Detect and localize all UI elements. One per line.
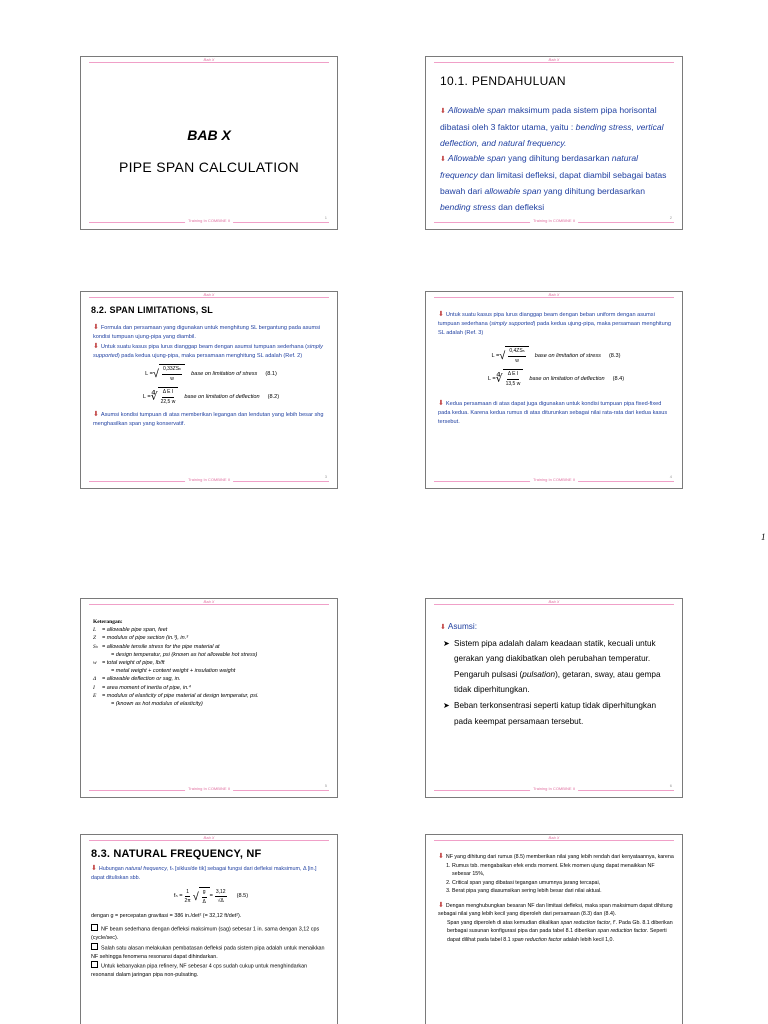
keterangan-list <box>93 626 331 708</box>
list-item <box>443 636 674 698</box>
arrow-icon: ➤ <box>443 700 450 710</box>
slide-body <box>91 865 331 980</box>
checkbox-icon <box>91 961 98 968</box>
equation-8-5 <box>91 887 331 906</box>
eq-number: (8.4) <box>612 375 625 382</box>
reason-list <box>438 862 674 896</box>
slide-number: 2 <box>669 215 672 220</box>
sqrt-sign: ∜ $\frac{\text{Δ E I}}{22,5 w}$ <box>151 387 179 407</box>
text-span: Span yang diperoleh di atas kemudian dikalikan <box>447 919 561 926</box>
bullet-icon: ⬇ <box>93 411 99 418</box>
keterangan-row <box>93 684 331 692</box>
keterangan-row <box>93 667 331 675</box>
text-span: Formula dan persamaan yang digunakan untuk menghitung SL bergantung pada asumsi kondisi tumpuan ujung-pipa yang diambil. <box>93 325 321 340</box>
slide-header-text: Bab X <box>546 835 563 840</box>
slide-pendahuluan <box>425 56 683 230</box>
slide-header-line <box>434 292 674 298</box>
slide-footer-line <box>89 215 329 223</box>
slide-footer-text: Training In COMBINE II <box>185 477 233 482</box>
text-span: maksimum pada sistem pipa horisontal dibatasi oleh 3 faktor utama, yaitu : <box>440 105 657 132</box>
slide-body <box>438 853 674 944</box>
eq-equals: = <box>209 893 213 900</box>
slide-number: 5 <box>324 783 327 788</box>
keterangan-row <box>93 643 331 651</box>
keterangan-heading: Keterangan: <box>93 619 123 625</box>
slide-footer-text: Training In COMBINE II <box>185 218 233 223</box>
text-span: adalah lebih kecil 1,0. <box>561 936 614 943</box>
text-span: Allowable span <box>447 153 506 164</box>
bullet-icon: ⬇ <box>440 108 446 115</box>
symbol: I <box>93 684 95 691</box>
bullet-icon: ⬇ <box>438 901 444 909</box>
slide-footer-line <box>89 783 329 791</box>
slide-header-line <box>89 57 329 63</box>
eq-denominator: 22,5 w <box>160 399 176 405</box>
symbol: L <box>93 627 97 634</box>
list-item: 3. Berat pipa yang diasumsikan sering lebih besar dari nilai aktual. <box>452 887 674 896</box>
bullet-icon: ⬇ <box>438 853 444 860</box>
eq-lhs: L = <box>142 393 151 400</box>
slide-body <box>93 323 329 429</box>
slide-heading: 8.3. NATURAL FREQUENCY, NF <box>91 848 262 860</box>
slide-header-text: Bab X <box>201 292 218 297</box>
symbol: Δ <box>93 676 97 683</box>
chapter-title: BAB X <box>187 127 231 143</box>
slide-heading: 10.1. PENDAHULUAN <box>440 74 566 88</box>
chapter-subtitle: PIPE SPAN CALCULATION <box>118 159 300 175</box>
slide-number: 4 <box>669 474 672 479</box>
eq-description: base on limitation of deflection <box>184 393 260 400</box>
text-span: dan defleksi <box>495 201 545 212</box>
slide-footer-text: Training In COMBINE II <box>530 218 578 223</box>
text-span: Untuk kebanyakan pipa refinery, NF sebesar 4 cps sudah cukup untuk menghindarkan resonansi dalam jaringan pipa non-pulsating. <box>91 963 308 979</box>
keterangan-row <box>93 651 331 659</box>
symbol: E <box>93 692 97 699</box>
slide-header-text: Bab X <box>201 835 218 840</box>
bullet-icon: ⬇ <box>93 343 99 350</box>
text-span: simply supported <box>491 321 534 327</box>
bullet-paragraph <box>93 342 329 361</box>
text-span: ) pada kedua ujung-pipa, maka persamaan menghitung SL adalah (Ref. 3) <box>438 321 671 336</box>
bullet-paragraph <box>91 865 331 882</box>
eq-description: base on limitation of stress <box>191 370 258 377</box>
slide-header-text: Bab X <box>546 57 563 62</box>
eq-number: (8.2) <box>267 393 280 400</box>
slide-header-line <box>89 292 329 298</box>
eq-numerator: 0,33ZSₕ <box>162 365 182 375</box>
definition: = allowable tensile stress for the pipe material at <box>102 643 220 650</box>
paragraph <box>438 919 674 945</box>
text-span: Hubungan <box>98 866 126 872</box>
eq-number: (8.5) <box>236 893 249 900</box>
text-span: NF yang dihitung dari rumus (8.5) memberikan nilai yang lebih rendah dari kenyataannya, karena <box>445 854 674 860</box>
eq-description: base on limitation of deflection <box>529 375 605 382</box>
slide-header-line <box>434 835 674 841</box>
text-span: Dengan menghubungkan besaran NF dan limitasi defleksi, maka span maksimum dapat dihitung sebagai nilai yang lebih kecil yang diperoleh dari persamaan (8.3) dan (8.4). <box>438 902 673 917</box>
text-span: natural frequency <box>125 866 167 872</box>
sqrt-sign: ∜ $\frac{\text{Δ E I}}{13,5 w}$ <box>496 369 524 389</box>
text-span: allowable span <box>484 185 542 196</box>
text-span: , f'. Pada Gb. 8.1 diberikan berbagai susunan konfigurasi pipa dan pada tabel 8.1 diberikan <box>447 919 673 934</box>
gravity-line: dengan g = percepatan gravitasi = 386 in./det² (= 32,12 ft/det²). <box>91 913 242 920</box>
slide-keterangan <box>80 598 338 798</box>
bullet-paragraph <box>440 151 674 215</box>
text-span: Allowable span <box>447 105 506 115</box>
eq-lhs: L = <box>487 375 496 382</box>
eq-denominator: w <box>515 358 519 364</box>
sqrt-sign: √ $\frac{\text{0,33ZSₕ}}{w}$ <box>153 364 185 384</box>
text-span: yang dihitung berdasarkan <box>505 153 612 164</box>
bullet-paragraph <box>438 399 674 427</box>
definition: = allowable deflection or sag, in. <box>102 676 181 683</box>
definition: = modulus of elasticity of pipe material at design temperatur, psi. <box>102 692 259 699</box>
slide-uniform-load <box>425 291 683 489</box>
slide-footer-text: Training In COMBINE II <box>530 477 578 482</box>
eq-denominator: √Δ <box>217 898 224 905</box>
text-span: Untuk suatu kasus pipa lurus dianggap beam dengan asumsi tumpuan sederhana ( <box>100 344 308 350</box>
text-span: pulsation <box>522 669 556 679</box>
eq-lhs: fₙ = <box>173 893 183 900</box>
checkbox-icon <box>91 924 98 931</box>
eq-numerator: Δ E I <box>507 370 520 380</box>
slide-header-text: Bab X <box>546 292 563 297</box>
bullet-paragraph <box>93 410 329 429</box>
bullet-paragraph <box>438 853 674 862</box>
slide-footer-line <box>89 474 329 482</box>
slide-span-limitations <box>80 291 338 489</box>
symbol: w <box>93 660 97 667</box>
keterangan-row <box>93 675 331 683</box>
slide-natural-frequency <box>80 834 338 1024</box>
text-span: Asumsi kondisi tumpuan di atas memberikan legangan dan lendutan yang lebih besar shg menghasilkan span yang konservatif. <box>93 412 324 427</box>
slide-body <box>440 103 674 216</box>
eq-numerator: 3,12 <box>215 888 227 898</box>
slide-footer-line <box>434 474 674 482</box>
text-span: , fₙ [siklus/de tik] sebagai fungsi dari defleksi maksimum, Δ [in.] dapat dituliskan sbb. <box>91 866 317 881</box>
slide-footer-text: Training In COMBINE II <box>185 786 233 791</box>
text-span: dan limitasi defleksi, dapat diambil sebagai batas bawah dari <box>440 170 667 196</box>
page-number: 1 <box>761 532 766 542</box>
keterangan-row <box>93 692 331 700</box>
equation-8-2 <box>93 387 329 407</box>
eq-description: base on limitation of stress <box>534 352 601 359</box>
arrow-icon: ➤ <box>443 638 450 648</box>
definition: = metal weight + content weight + insulation weight <box>111 668 236 675</box>
text-span: span reduction factor <box>597 928 647 934</box>
symbol: Z <box>93 635 97 642</box>
slide-header-text: Bab X <box>201 599 218 604</box>
bullet-icon: ⬇ <box>91 865 97 872</box>
text-span: Sistem pipa adalah dalam keadaan statik, kecuali untuk gerakan yang diakibatkan oleh perubahan temperatur. Pengaruh pulsasi ( <box>454 638 656 679</box>
definition: = (known as hot modulus of elasticity) <box>111 701 203 708</box>
eq-numerator: g <box>202 888 207 898</box>
text-span: Salah satu alasan melakukan pembatasan defleksi pada sistem pipa adalah untuk menaikkan NF sehingga fenomena resonansi dapat dihindarkan. <box>91 945 325 960</box>
slide-nf-notes <box>425 834 683 1024</box>
text-span: . Seperti dapat dilihat pada tabel 8.1 <box>447 928 667 943</box>
text-span: Kedua persamaan di atas dapat juga digunakan untuk kondisi tumpuan pipa fixed-fixed pada kedua. Karena kedua rumus di atas diturunkan sebagai nilai rata-rata dari kedua kasus tersebut. <box>438 401 668 425</box>
checkbox-icon <box>91 943 98 950</box>
eq-number: (8.1) <box>265 370 277 377</box>
bullet-icon: ⬇ <box>93 324 99 331</box>
eq-numerator: 0,4ZSₕ <box>508 347 525 357</box>
definition: = area moment of inertia of pipe, in.⁴ <box>102 684 192 691</box>
slide-number: 6 <box>669 783 672 788</box>
slide-footer-line <box>434 215 674 223</box>
eq-lhs: L = <box>491 352 500 359</box>
list-item <box>443 698 674 729</box>
slide-header-line <box>434 599 674 605</box>
eq-number: (8.3) <box>608 352 621 359</box>
eq-numerator: Δ E I <box>162 388 175 398</box>
slide-asumsi <box>425 598 683 798</box>
definition: = design temperatur, psi (known as hot allowable hot stress) <box>111 651 258 658</box>
text-span: span reduction factor <box>512 936 562 943</box>
text-span: Untuk suatu kasus pipa lurus dianggap beam dengan beban uniform dengan asumsi tumpuan sederhana ( <box>438 312 655 327</box>
slide-title <box>80 56 338 230</box>
slide-header-line <box>89 835 329 841</box>
bullet-icon: ⬇ <box>440 156 446 164</box>
bullet-icon: ⬇ <box>440 624 446 631</box>
sqrt-sign: √ $\frac{g}{\Delta}$ <box>193 887 210 906</box>
bullet-icon: ⬇ <box>438 311 444 318</box>
keterangan-row <box>93 659 331 667</box>
eq-denominator: 13,5 w <box>505 381 521 387</box>
bullet-paragraph <box>440 103 674 151</box>
text-span: span reduction factor <box>560 919 611 926</box>
slide-number: 3 <box>324 474 327 479</box>
keterangan-row <box>93 634 331 642</box>
slide-header-text: Bab X <box>201 57 218 62</box>
bullet-paragraph <box>438 902 674 919</box>
slide-header-line <box>434 57 674 63</box>
text-span: NF beam sederhana dengan defleksi maksimum (sag) sebesar 1 in. sama dengan 3,12 cps (cycle/sec). <box>91 926 320 942</box>
eq-lhs: L = <box>145 370 153 377</box>
bullet-paragraph <box>93 323 329 342</box>
eq-numerator: 1 <box>185 888 190 898</box>
text-span: bending stress, vertical deflection, and natural frequency. <box>440 121 664 148</box>
asumsi-heading <box>440 619 674 636</box>
bullet-paragraph <box>438 310 674 338</box>
text-span: bending stress <box>440 201 496 212</box>
slide-footer-text: Training In COMBINE II <box>530 786 578 791</box>
slide-body <box>440 619 674 729</box>
slide-body <box>93 618 331 708</box>
text-span: Beban terkonsentrasi seperti katup tidak diperhitungkan pada keempat persamaan tersebut. <box>454 700 657 726</box>
bullet-icon: ⬇ <box>438 400 444 407</box>
slide-header-text: Bab X <box>546 599 563 604</box>
slide-body <box>438 310 674 427</box>
box-item <box>91 961 331 980</box>
equation-8-4 <box>438 369 674 389</box>
box-item <box>91 943 331 962</box>
keterangan-row <box>93 700 331 708</box>
definition: = total weight of pipe, lb/ft <box>102 660 165 667</box>
definition: = modulus of pipe section (in.³), in.³ <box>102 635 189 642</box>
equation-8-1 <box>93 364 329 384</box>
text-span: natural frequency <box>440 153 639 181</box>
text-span: simply supported <box>93 344 323 359</box>
slide-number: 1 <box>324 215 327 220</box>
symbol: Sₕ <box>93 643 98 650</box>
eq-denominator: Δ <box>202 898 206 905</box>
text-span: yang dihitung berdasarkan <box>541 185 645 196</box>
text-span: ) pada kedua ujung-pipa, maka persamaan menghitung SL adalah (Ref. 2) <box>117 353 303 359</box>
sqrt-sign: √ $\frac{\text{0,4ZSₕ}}{w}$ <box>499 346 528 366</box>
slide-heading: 8.2. SPAN LIMITATIONS, SL <box>91 305 214 315</box>
text-span: Asumsi: <box>447 622 477 631</box>
slide-header-line <box>89 599 329 605</box>
definition: = allowable pipe span, feet <box>102 627 168 634</box>
list-item: 1. Rumus tsb. mengabaikan efek ends moment. Efek momen ujung dapat menaikkan NF sebesar 15%, <box>452 862 674 879</box>
eq-denominator: w <box>170 376 174 382</box>
asumsi-list <box>440 636 674 730</box>
equation-8-3 <box>438 346 674 366</box>
keterangan-row <box>93 626 331 634</box>
slide-footer-line <box>434 783 674 791</box>
box-item <box>91 924 331 943</box>
eq-denominator: 2π <box>184 898 191 905</box>
text-span: ), getaran, sway, atau gempa tidak diperhitungkan. <box>454 669 661 695</box>
list-item: 2. Critical span yang dibatasi tegangan umumnya jarang tercapai, <box>452 879 674 888</box>
